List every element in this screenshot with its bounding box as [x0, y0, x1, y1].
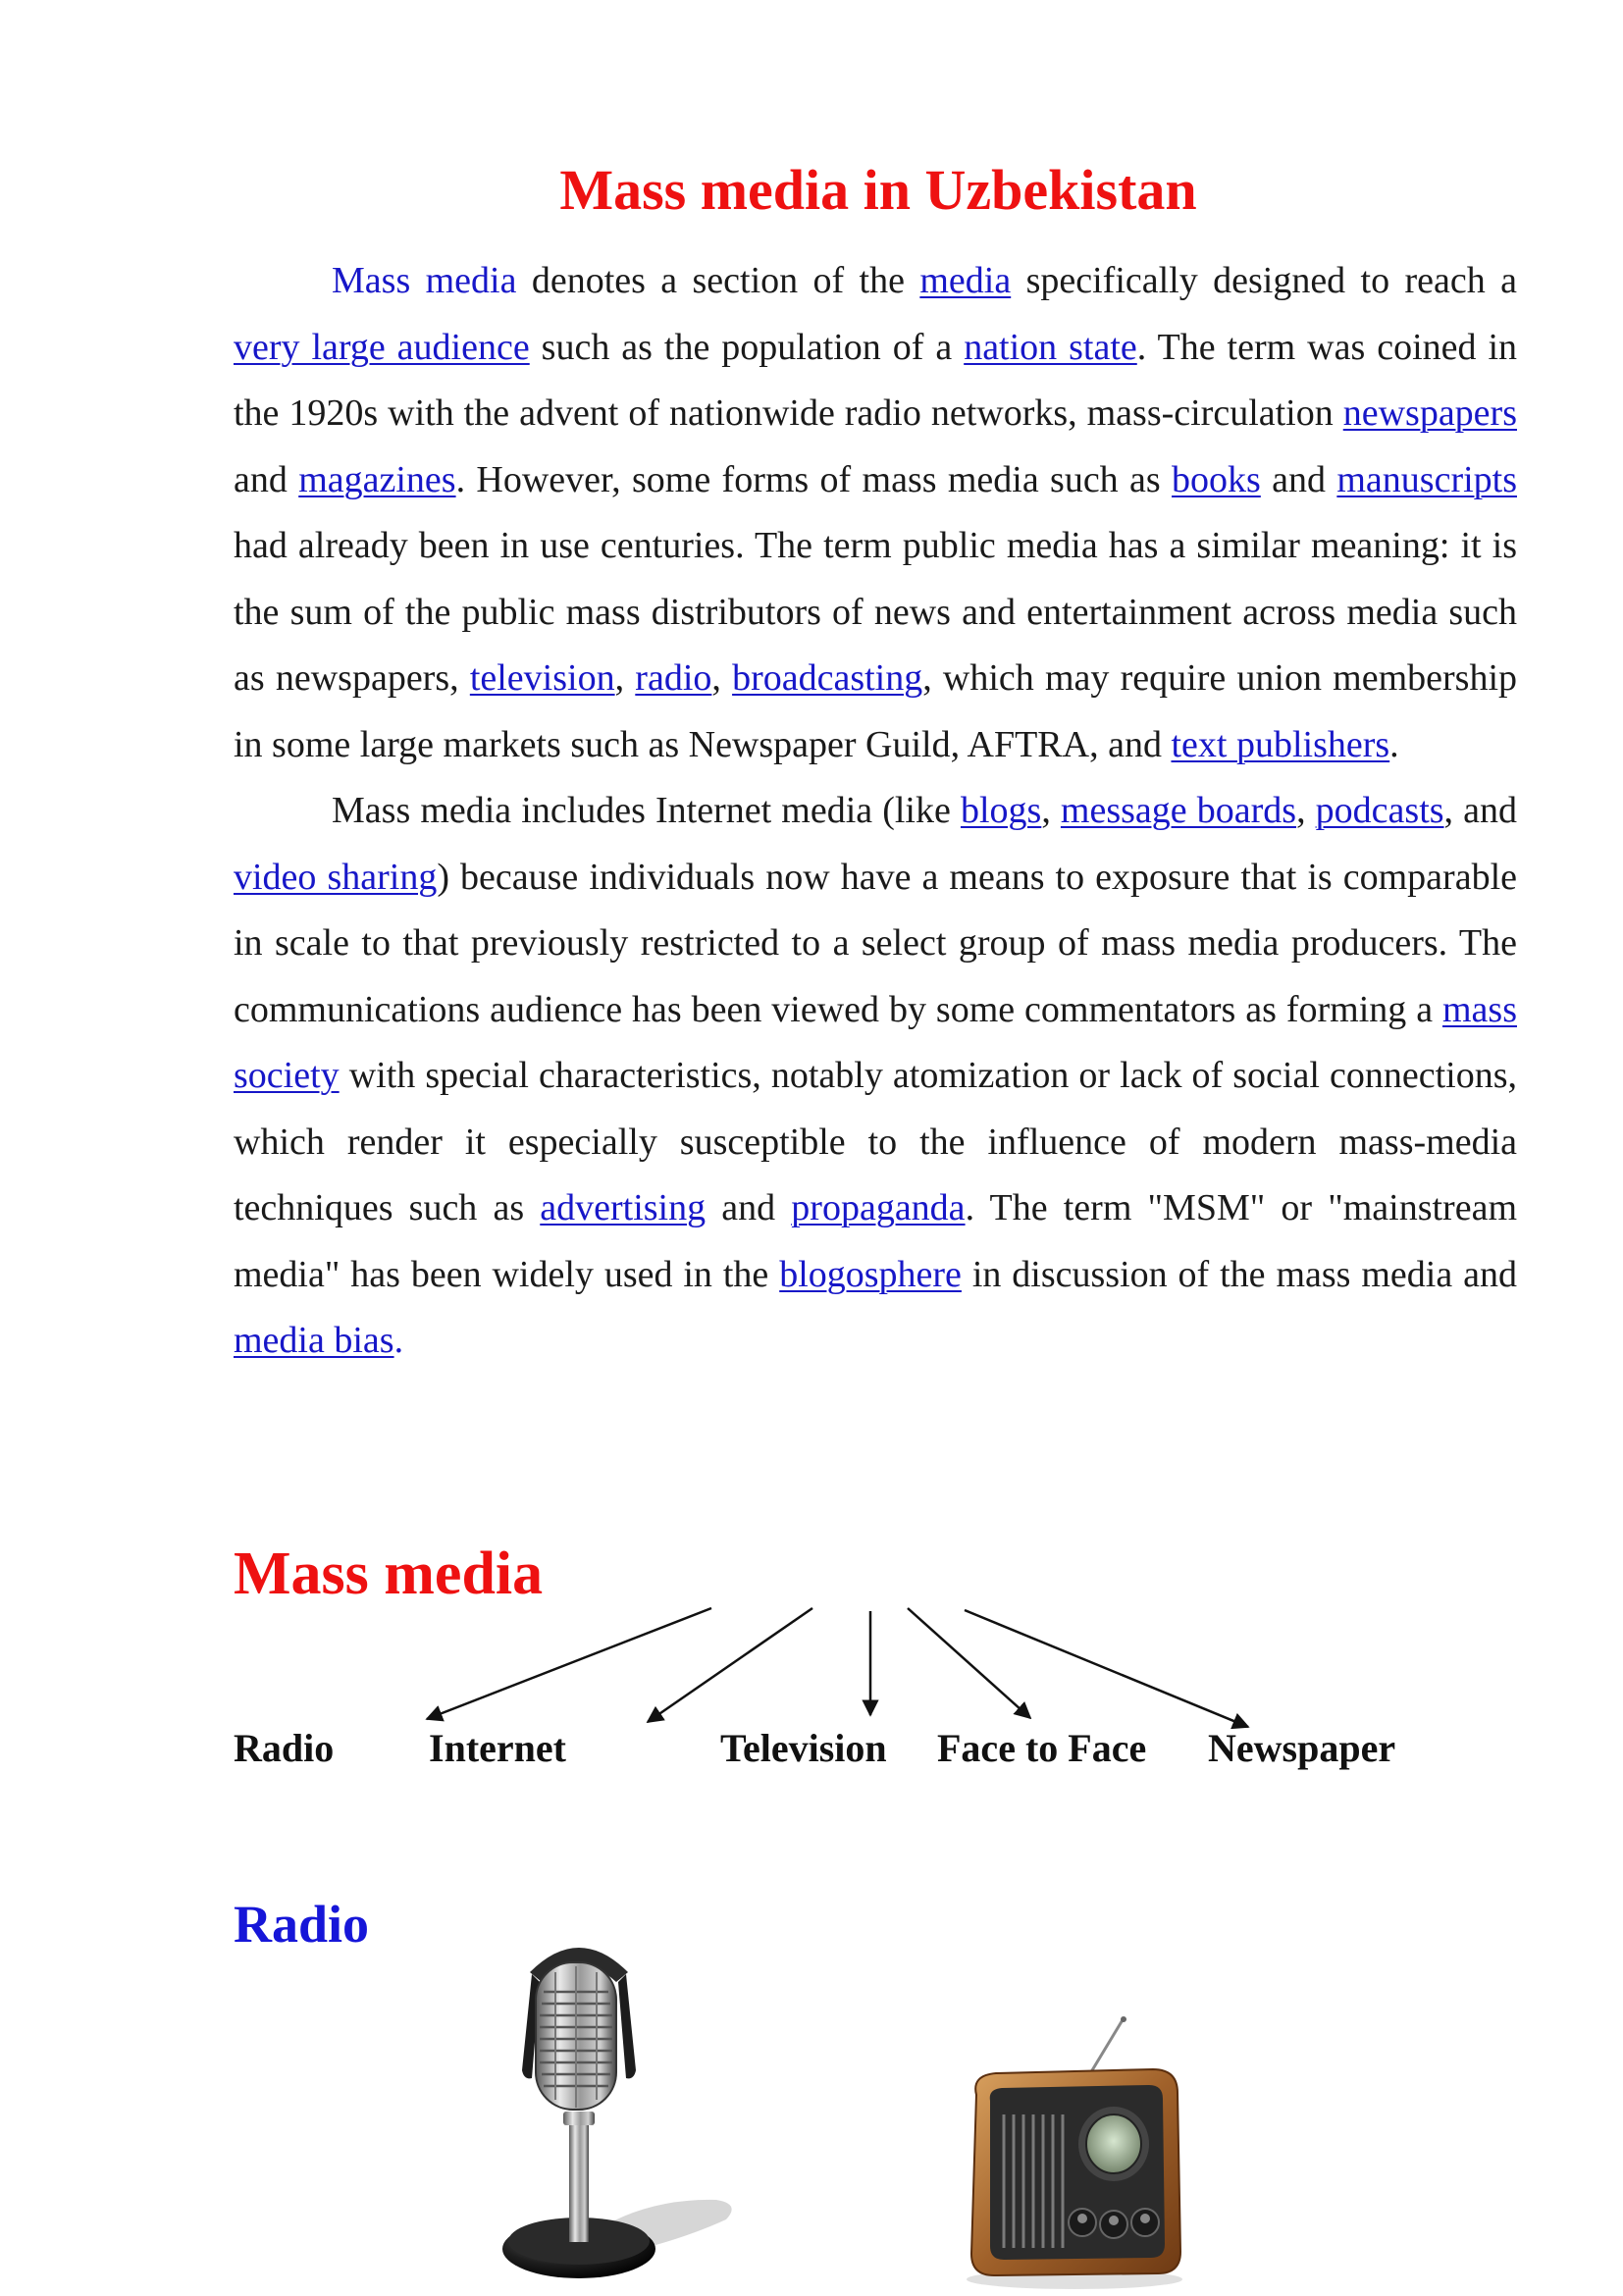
- diagram-item-television: Television: [720, 1726, 887, 1770]
- text: ) because individuals now have a means to exposure that is comparable in scale to that previously restricted to a select group of mass media producers. The communications audience has been viewed by some commentators as forming a: [234, 856, 1517, 1030]
- link-nation-state[interactable]: nation state: [964, 326, 1137, 368]
- arrow-to-television: [648, 1608, 812, 1722]
- link-blogs[interactable]: blogs: [960, 790, 1042, 831]
- link-podcasts[interactable]: podcasts: [1315, 790, 1444, 831]
- diagram-item-radio: Radio: [234, 1726, 335, 1770]
- text: Mass media includes Internet media (like: [332, 790, 961, 831]
- text: ,: [614, 657, 636, 699]
- arrow-to-internet: [427, 1608, 711, 1719]
- link-advertising[interactable]: advertising: [540, 1187, 707, 1228]
- text: . However, some forms of mass media such as: [455, 458, 1173, 500]
- text: and: [234, 458, 299, 500]
- text: , which may require union membership in some large markets such as Newspaper Guild, AFTRA, and: [234, 657, 1518, 765]
- text: with special characteristics, notably atomization or lack of social connections, which render it especially susceptible to the influence of modern mass-media techniques such as: [234, 1055, 1517, 1228]
- text: in discussion of the mass media and: [961, 1253, 1517, 1295]
- radio-section-heading: Radio: [234, 1895, 370, 1954]
- link-books[interactable]: books: [1172, 458, 1261, 500]
- diagram-item-newspaper: Newspaper: [1208, 1726, 1396, 1770]
- link-mass-society[interactable]: mass society: [234, 988, 1517, 1096]
- link-radio[interactable]: radio: [635, 657, 712, 699]
- page-title: Mass media in Uzbekistan: [559, 158, 1197, 222]
- link-broadcasting[interactable]: broadcasting: [732, 657, 923, 699]
- link-text-publishers[interactable]: text publishers: [1171, 723, 1390, 765]
- link-mass-media[interactable]: Mass media: [332, 260, 517, 301]
- text: . The term was coined in the 1920s with the advent of nationwide radio networks, mass-circulation: [234, 326, 1517, 434]
- text: had already been in use centuries. The term public media has a similar meaning: it is the sum of the public mass distributors of news and entertainment across media such as newspapers,: [234, 525, 1517, 699]
- radio-receiver-image: [957, 2016, 1192, 2291]
- text: specifically designed to reach a: [1011, 260, 1517, 301]
- text: ,: [1041, 790, 1061, 831]
- text: , and: [1443, 790, 1518, 831]
- link-manuscripts[interactable]: manuscripts: [1336, 458, 1517, 500]
- text: and: [706, 1187, 792, 1228]
- diagram-root-heading: Mass media: [234, 1540, 544, 1607]
- link-message-boards[interactable]: message boards: [1060, 790, 1297, 831]
- link-media[interactable]: media: [919, 260, 1012, 301]
- link-video-sharing[interactable]: video sharing: [234, 856, 438, 898]
- text: such as the population of a: [529, 326, 965, 368]
- microphone-image: [461, 1904, 756, 2296]
- link-propaganda[interactable]: propaganda: [791, 1187, 966, 1228]
- link-blogosphere[interactable]: blogosphere: [779, 1253, 962, 1295]
- arrow-to-newspaper-a: [908, 1608, 1030, 1718]
- text: ,: [1296, 790, 1316, 831]
- diagram-item-internet: Internet: [429, 1726, 566, 1770]
- link-magazines[interactable]: magazines: [298, 458, 456, 500]
- text: ,: [711, 657, 733, 699]
- text: denotes a section of the: [516, 260, 920, 301]
- link-very-large-audience[interactable]: very large audience: [234, 326, 530, 368]
- text: .: [1389, 723, 1399, 765]
- diagram-item-face-to-face: Face to Face: [937, 1726, 1147, 1770]
- text: and: [1260, 458, 1337, 500]
- arrow-to-newspaper-b: [965, 1610, 1248, 1727]
- text: .: [393, 1320, 404, 1361]
- link-television[interactable]: television: [469, 657, 615, 699]
- link-newspapers[interactable]: newspapers: [1342, 392, 1517, 434]
- text: . The term "MSM" or "mainstream media" has been widely used in the: [234, 1187, 1518, 1295]
- link-media-bias[interactable]: media bias: [234, 1320, 394, 1361]
